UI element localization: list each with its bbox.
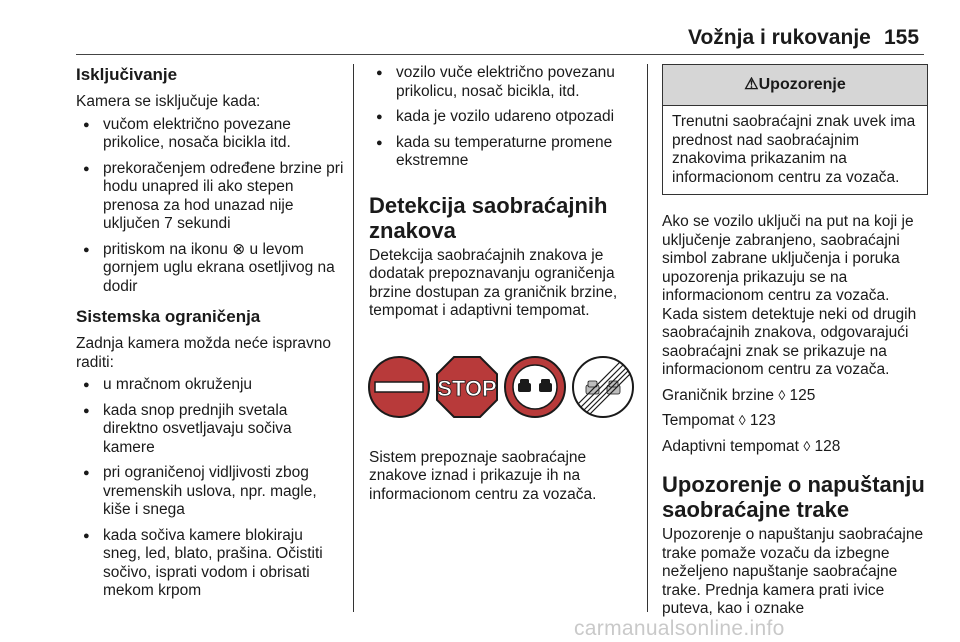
warning-text: Trenutni saobraćajni znak uvek ima prednost nad saobraćajnim znakovima prikazanim na informacionom centru za vozača. <box>672 113 916 186</box>
cross-reference[interactable] <box>662 411 928 431</box>
list-item: ● u mračnom okruženju <box>76 376 344 395</box>
list-item: ● kada je vozilo udareno otpozadi <box>369 108 633 127</box>
column-2 <box>369 64 633 508</box>
traffic-signs-illustration <box>367 355 633 419</box>
cross-reference-page: 123 <box>749 412 776 429</box>
no-overtaking-sign-icon <box>503 355 567 419</box>
cross-reference-label: Adaptivni tempomat <box>662 437 799 455</box>
watermark: carmanualsonline.info <box>574 617 785 640</box>
list-iskljucivanje <box>76 116 344 297</box>
warning-box <box>662 64 928 195</box>
cross-reference-page: 128 <box>814 437 841 455</box>
warning-title: ⚠Upozorenje <box>663 65 927 106</box>
list-item: ● kada su temperaturne promene ekstremne <box>369 134 633 171</box>
list-item: ● kada snop prednjih svetala direktno osvetljavaju sočiva kamere <box>76 402 344 458</box>
intro-detekcija-znakova: Detekcija saobraćajnih znakova je dodatak prepoznavanju ograničenja brzine dostupan za graničnik brzine, tempomat i adaptivni tempomat. <box>369 246 618 319</box>
no-entry-sign-icon <box>367 355 431 419</box>
intro-sistemska-ogranicenja: Zadnja kamera možda neće ispravno raditi: <box>76 335 332 371</box>
list-continued <box>369 64 633 171</box>
page-reference-icon: ◊ <box>803 437 811 454</box>
list-item: ● pri ograničenoj vidljivosti zbog vremenskih uslova, npr. magle, kiše i snega <box>76 464 344 520</box>
list-item: ● kada sočiva kamere blokiraju sneg, led, blato, prašina. Očistiti sočivo, isprati vodom i obrisati mekom krpom <box>76 527 344 601</box>
stop-sign-text: STOP <box>437 375 497 401</box>
outro-detekcija-znakova: Sistem prepoznaje saobraćajne znakove iznad i prikazuje ih na informacionom centru za vozača. <box>369 448 597 503</box>
intro-iskljucivanje: Kamera se isključuje kada: <box>76 93 261 110</box>
list-item: ● vučom električno povezane prikolice, nosača bicikla itd. <box>76 116 344 153</box>
running-header-title: Vožnja i rukovanje <box>688 26 871 49</box>
cross-reference-label: Graničnik brzine <box>662 386 774 404</box>
heading-iskljucivanje: Isključivanje <box>76 65 178 84</box>
list-item: ● prekoračenjem određene brzine pri hodu unapred ili ako stepen prenosa za hod unazad nije uključen 7 sekundi <box>76 160 344 234</box>
heading-detekcija-znakova: Detekcija saobraćajnih znakova <box>369 192 608 243</box>
end-no-overtaking-sign-icon <box>571 355 635 419</box>
heading-sistemska-ogranicenja: Sistemska ograničenja <box>76 307 261 326</box>
column-3 <box>662 64 928 623</box>
list-item: ● vozilo vuče električno povezanu prikolicu, nosač bicikla, itd. <box>369 64 633 101</box>
page-number: 155 <box>884 26 920 49</box>
cross-reference-label: Tempomat <box>662 412 735 429</box>
cross-reference-page: 125 <box>789 386 816 404</box>
header-rule <box>76 54 924 55</box>
paragraph-ukljucenje-zabrana: Ako se vozilo uključi na put na koji je uključenje zabranjeno, saobraćajni simbol zabrane uključenja i poruka upozorenja prikazuju se na informacionom centru za vozača. Kada sistem detektuje neki od drugih saobraćajnih znakova, odgovarajući saobraćajni znak se prikazuje na informacionom centru za vozača. <box>662 213 917 378</box>
list-item: ● pritiskom na ikonu ⊗ u levom gornjem uglu ekrana osetljivog na dodir <box>76 241 344 297</box>
column-divider-1 <box>353 64 354 612</box>
paragraph-napustanje-trake: Upozorenje o napuštanju saobraćajne trake pomaže vozaču da izbegne neželjeno napuštanje saobraćajne trake. Prednja kamera prati ivice puteva, kao i oznake <box>662 526 924 617</box>
stop-sign-icon <box>435 355 499 419</box>
heading-upozorenje-napustanje-trake: Upozorenje o napuštanju saobraćajne trake <box>662 472 925 522</box>
column-divider-2 <box>647 64 648 612</box>
page-reference-icon: ◊ <box>738 412 746 428</box>
cross-reference[interactable] <box>662 386 928 406</box>
page-reference-icon: ◊ <box>778 386 786 403</box>
list-sistemska-ogranicenja <box>76 376 344 601</box>
cross-reference[interactable] <box>662 437 928 457</box>
column-1 <box>76 64 344 611</box>
